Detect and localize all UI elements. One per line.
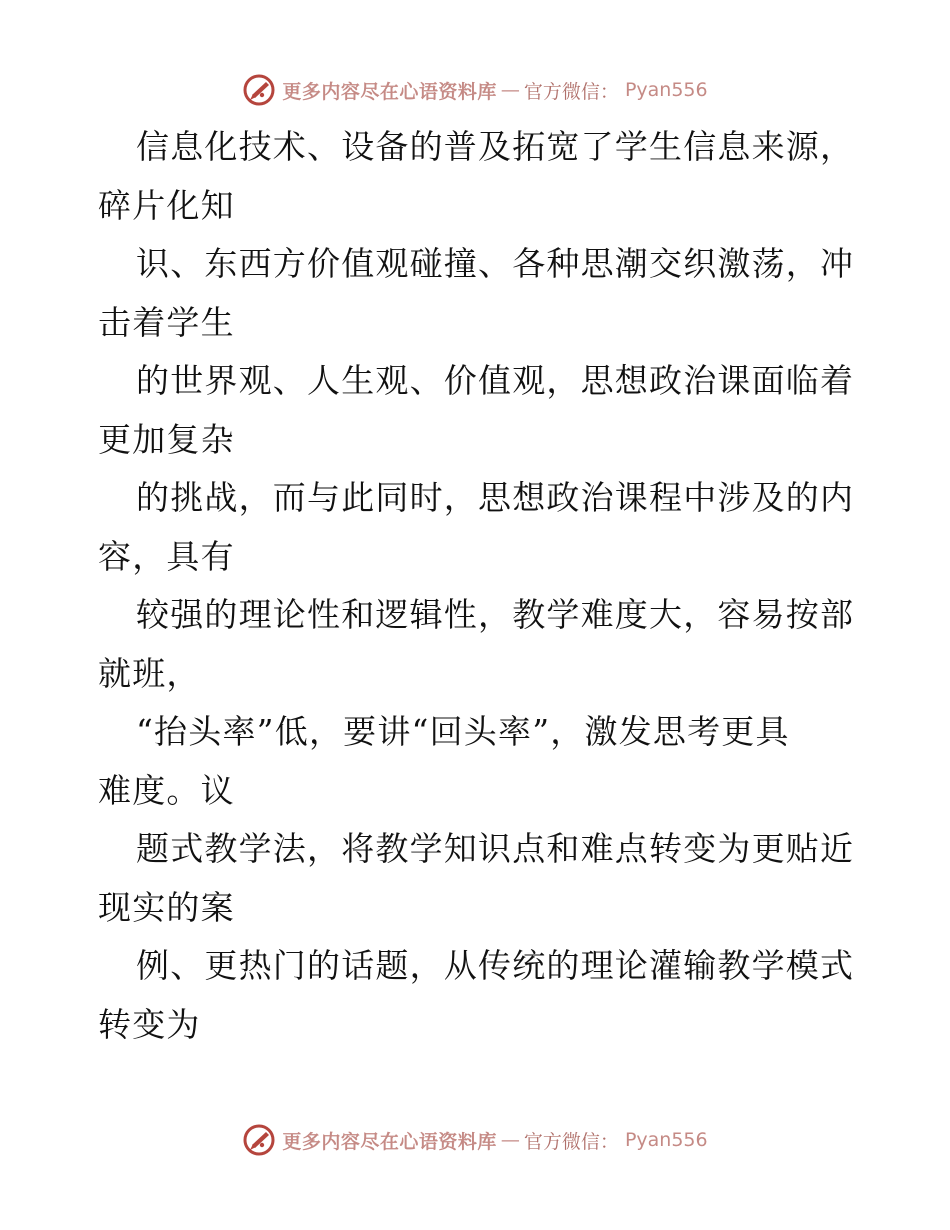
body-line-8: 容，具有 bbox=[98, 536, 235, 576]
document-body bbox=[98, 118, 858, 1054]
body-line-15: 例、更热门的话题，从传统的理论灌输教学模式 bbox=[136, 946, 855, 985]
body-line-4: 击着学生 bbox=[98, 302, 235, 342]
banner-dash: — bbox=[500, 79, 520, 101]
body-line-6: 更加复杂 bbox=[98, 419, 235, 459]
banner-brand-text: 更多内容尽在心语资料库 bbox=[282, 1130, 497, 1153]
body-line-13: 题式教学法，将教学知识点和难点转变为更贴近 bbox=[136, 829, 855, 868]
banner-dash: — bbox=[500, 1129, 520, 1151]
footer-watermark-banner bbox=[0, 1120, 950, 1160]
banner-brand-text: 更多内容尽在心语资料库 bbox=[282, 80, 497, 103]
body-line-7: 的挑战，而与此同时，思想政治课程中涉及的内 bbox=[136, 478, 855, 517]
banner-wechat-label: 官方微信： bbox=[523, 80, 619, 103]
body-line-10: 就班， bbox=[98, 653, 201, 693]
banner-wechat-label: 官方微信： bbox=[523, 1130, 619, 1153]
banner-wechat-id: Pyan556 bbox=[624, 79, 708, 101]
body-line-16: 转变为 bbox=[98, 1004, 201, 1044]
brand-logo-icon bbox=[242, 73, 276, 107]
body-line-11: “抬头率”低，要讲“回头率”，激发思考更具 bbox=[136, 712, 790, 751]
body-line-12: 难度。议 bbox=[98, 770, 235, 810]
body-line-2: 碎片化知 bbox=[98, 185, 235, 225]
banner-wechat-id: Pyan556 bbox=[624, 1129, 708, 1151]
body-line-14: 现实的案 bbox=[98, 887, 235, 927]
header-watermark-banner bbox=[0, 70, 950, 110]
brand-logo-icon bbox=[242, 1123, 276, 1157]
body-line-5: 的世界观、人生观、价值观，思想政治课面临着 bbox=[136, 361, 855, 400]
body-line-1: 信息化技术、设备的普及拓宽了学生信息来源， bbox=[136, 127, 855, 166]
body-line-9: 较强的理论性和逻辑性，教学难度大，容易按部 bbox=[136, 595, 855, 634]
body-line-3: 识、东西方价值观碰撞、各种思潮交织激荡，冲 bbox=[136, 244, 855, 283]
